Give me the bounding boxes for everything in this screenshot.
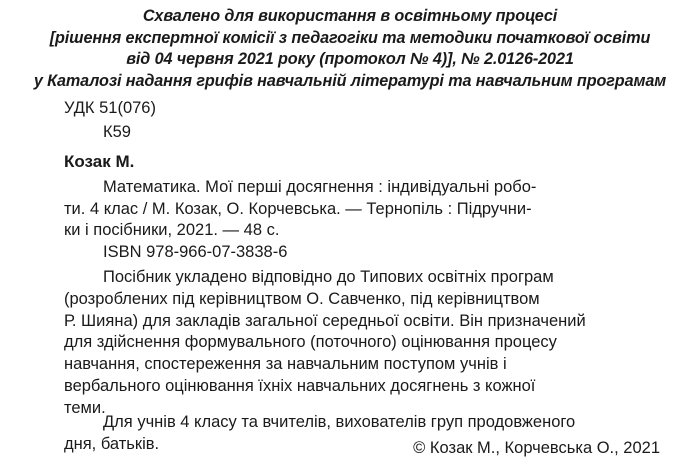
approval-line-2: [рішення експертної комісії з педагогіки та методики початкової освіти xyxy=(49,28,651,47)
bibliographic-description xyxy=(64,177,664,263)
audience-line-2: дня, батьків. xyxy=(64,434,160,453)
biblio-line-2: ти. 4 клас / М. Козак, О. Корчевська. — Тернопіль : Підручни- xyxy=(64,199,532,218)
approval-line-1: Схвалено для використання в освітньому процесі xyxy=(142,7,558,25)
annotation-line-4: для здійснення формувального (поточного) оцінювання процесу xyxy=(64,333,557,352)
approval-line-3: від 04 червня 2021 року (протокол № 4)], № 2.0126-2021 xyxy=(126,50,574,68)
udk-code: УДК 51(076) xyxy=(64,99,156,117)
annotation-line-1: Посібник укладено відповідно до Типових освітніх програм xyxy=(103,268,554,286)
copyright-notice: © Козак М., Корчевська О., 2021 xyxy=(413,439,660,457)
biblio-line-3: ки і посібники, 2021. — 48 с. xyxy=(64,221,280,240)
author-heading: Козак М. xyxy=(64,152,135,171)
annotation-line-5: навчання, спостереження за навчальним поступом учнів і xyxy=(64,355,507,374)
annotation-line-7: теми. xyxy=(64,398,106,417)
approval-line-4: у Каталозі надання грифів навчальній літературі та навчальним програмам xyxy=(33,71,667,90)
biblio-line-1: Математика. Мої перші досягнення : індивідуальні робо- xyxy=(103,178,537,196)
annotation-line-6: вербального оцінювання їхніх навчальних досягнень з кожної xyxy=(64,376,536,395)
audience-line-1: Для учнів 4 класу та вчителів, вихователів груп продовженого xyxy=(103,413,576,431)
author-mark-code: К59 xyxy=(103,123,131,141)
approval-notice xyxy=(0,6,700,92)
isbn: ISBN 978-966-07-3838-6 xyxy=(103,242,288,261)
annotation xyxy=(64,267,664,420)
annotation-line-3: Р. Шияна) для закладів загальної середньої освіти. Він призначений xyxy=(64,311,586,330)
annotation-line-2: (розроблених під керівництвом О. Савченко, під керівництвом xyxy=(64,289,540,308)
